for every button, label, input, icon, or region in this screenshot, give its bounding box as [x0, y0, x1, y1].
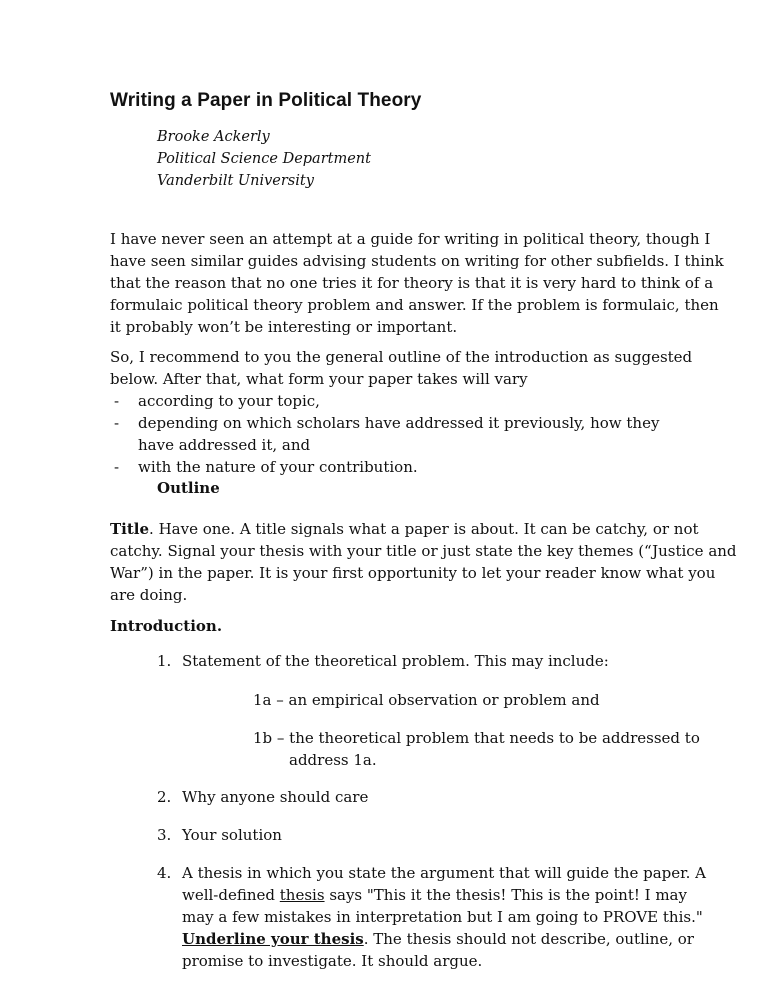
paragraph-line: formulaic political theory problem and answer. If the problem is formulaic, then — [110, 296, 719, 314]
list-item-text: have addressed it, and — [138, 436, 311, 454]
document-title: Writing a Paper in Political Theory — [110, 90, 422, 111]
paragraph-recommend — [110, 346, 693, 390]
paragraph-line: I have never seen an attempt at a guide for writing in political theory, though I — [110, 230, 711, 248]
paragraph-line: Title. Have one. A title signals what a paper is about. It can be catchy, or not — [110, 520, 699, 538]
numbered-item-4 — [157, 862, 707, 972]
bullet-list — [114, 390, 670, 478]
bullet-dash: - — [114, 458, 120, 476]
list-item-text: depending on which scholars have addressed it previously, how they — [138, 414, 660, 432]
author-university: Vanderbilt University — [157, 173, 314, 189]
list-item-text: with the nature of your contribution. — [138, 458, 418, 476]
numbered-item-1 — [157, 650, 667, 672]
paragraph-line: are doing. — [110, 586, 188, 604]
item-number: 1. — [157, 652, 172, 670]
item-number: 2. — [157, 788, 172, 806]
underline-your-thesis: Underline your thesis — [182, 930, 364, 948]
item-text: promise to investigate. It should argue. — [182, 952, 483, 970]
paragraph-line: catchy. Signal your thesis with your title or just state the key themes (“Justice and — [110, 542, 737, 560]
outline-heading: Outline — [157, 479, 220, 497]
item-text: well-defined thesis says "This it the thesis! This is the point! I may — [182, 886, 687, 904]
item-number: 3. — [157, 826, 172, 844]
author-department: Political Science Department — [157, 151, 371, 167]
numbered-item-2 — [157, 786, 667, 808]
title-label: Title — [110, 520, 150, 538]
paragraph-line: So, I recommend to you the general outline of the introduction as suggested — [110, 348, 693, 366]
item-number: 4. — [157, 864, 172, 882]
item-text: Why anyone should care — [182, 788, 369, 806]
paragraph-line: it probably won’t be interesting or important. — [110, 318, 458, 336]
paragraph-intro — [110, 228, 724, 338]
list-item-text: according to your topic, — [138, 392, 320, 410]
bullet-dash: - — [114, 414, 120, 432]
list-item — [114, 412, 670, 456]
paragraph-line: that the reason that no one tries it for theory is that it is very hard to think of a — [110, 274, 714, 292]
sub-item-text: 1a – an empirical observation or problem and — [253, 691, 600, 709]
item-text: Underline your thesis. The thesis should not describe, outline, or — [182, 930, 694, 948]
thesis-underlined: thesis — [279, 886, 325, 904]
sub-item-text: 1b – the theoretical problem that needs to be addressed to — [253, 729, 700, 747]
item-text: Statement of the theoretical problem. This may include: — [182, 652, 609, 670]
author-block — [157, 126, 371, 192]
bullet-dash: - — [114, 392, 120, 410]
list-item — [114, 390, 670, 412]
numbered-item-3 — [157, 824, 667, 846]
sub-item-1a — [253, 689, 663, 711]
item-text: may a few mistakes in interpretation but I am going to PROVE this." — [182, 908, 703, 926]
item-text: A thesis in which you state the argument that will guide the paper. A — [182, 864, 707, 882]
author-name: Brooke Ackerly — [157, 129, 270, 145]
title-section — [110, 518, 737, 606]
paragraph-line: have seen similar guides advising students on writing for other subfields. I think — [110, 252, 724, 270]
sub-item-text: address 1a. — [289, 751, 377, 769]
list-item — [114, 456, 670, 478]
paragraph-line: War”) in the paper. It is your first opportunity to let your reader know what you — [110, 564, 716, 582]
item-text: Your solution — [182, 826, 282, 844]
sub-item-1b — [253, 727, 700, 771]
paragraph-line: below. After that, what form your paper takes will vary — [110, 370, 528, 388]
introduction-heading: Introduction. — [110, 617, 223, 635]
